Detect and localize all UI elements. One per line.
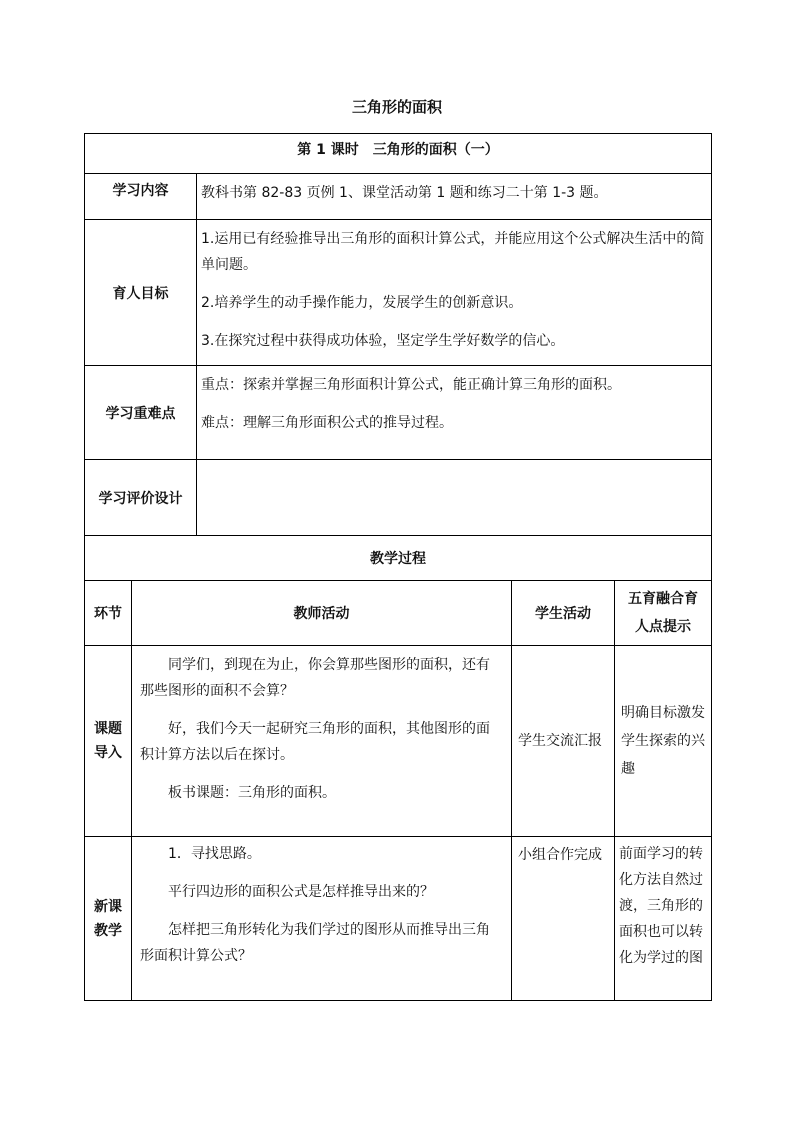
lesson-title-row xyxy=(85,134,712,174)
stage-label: 新课教学 xyxy=(85,837,132,1001)
col-header-stage: 环节 xyxy=(85,581,132,646)
goals-label: 育人目标 xyxy=(85,220,197,366)
goals-row xyxy=(85,220,712,366)
evaluation-label: 学习评价设计 xyxy=(85,460,197,536)
key-points-label: 学习重难点 xyxy=(85,366,197,460)
teacher-activity-text: 1．寻找思路。 xyxy=(168,846,261,862)
lesson-title: 第 1 课时 三角形的面积（一） xyxy=(85,134,712,174)
education-hint: 前面学习的转化方法自然过渡，三角形的面积也可以转化为学过的图 xyxy=(615,837,712,1001)
teacher-activity-text: 怎样把三角形转化为我们学过的图形从而推导出三角形面积计算公式？ xyxy=(140,922,490,964)
goal-item: 1.运用已有经验推导出三角形的面积计算公式，并能应用这个公式解决生活中的简单问题。 xyxy=(201,231,705,273)
key-points-row xyxy=(85,366,712,460)
process-row-new xyxy=(85,837,712,1001)
document-title: 三角形的面积 xyxy=(351,98,442,116)
content-label: 学习内容 xyxy=(85,174,197,220)
education-hint: 明确目标激发学生探索的兴趣 xyxy=(615,646,712,837)
content-row xyxy=(85,174,712,220)
goal-item: 2.培养学生的动手操作能力，发展学生的创新意识。 xyxy=(201,295,523,311)
evaluation-row xyxy=(85,460,712,536)
student-activity: 学生交流汇报 xyxy=(512,646,615,837)
process-heading-row xyxy=(85,536,712,581)
key-point-item: 难点：理解三角形面积公式的推导过程。 xyxy=(201,415,453,431)
col-header-student: 学生活动 xyxy=(512,581,615,646)
evaluation-cell xyxy=(197,460,712,536)
process-row-intro xyxy=(85,646,712,837)
teacher-activity-text: 板书课题：三角形的面积。 xyxy=(168,785,336,801)
col-header-hint: 五育融合育人点提示 xyxy=(615,581,712,646)
student-activity: 小组合作完成 xyxy=(512,837,615,1001)
key-point-item: 重点：探索并掌握三角形面积计算公式，能正确计算三角形的面积。 xyxy=(201,377,621,393)
process-heading: 教学过程 xyxy=(85,536,712,581)
content-text: 教科书第 82-83 页例 1、课堂活动第 1 题和练习二十第 1-3 题。 xyxy=(201,185,608,201)
col-header-teacher: 教师活动 xyxy=(132,581,512,646)
teacher-activity-text: 好，我们今天一起研究三角形的面积，其他图形的面积计算方法以后在探讨。 xyxy=(140,721,490,763)
process-header-row xyxy=(85,581,712,646)
teacher-activity-text: 同学们，到现在为止，你会算那些图形的面积，还有那些图形的面积不会算？ xyxy=(140,657,490,699)
goal-item: 3.在探究过程中获得成功体验，坚定学生学好数学的信心。 xyxy=(201,333,565,349)
lesson-plan-table xyxy=(84,133,712,1001)
stage-label: 课题导入 xyxy=(85,646,132,837)
teacher-activity-text: 平行四边形的面积公式是怎样推导出来的？ xyxy=(168,884,434,900)
